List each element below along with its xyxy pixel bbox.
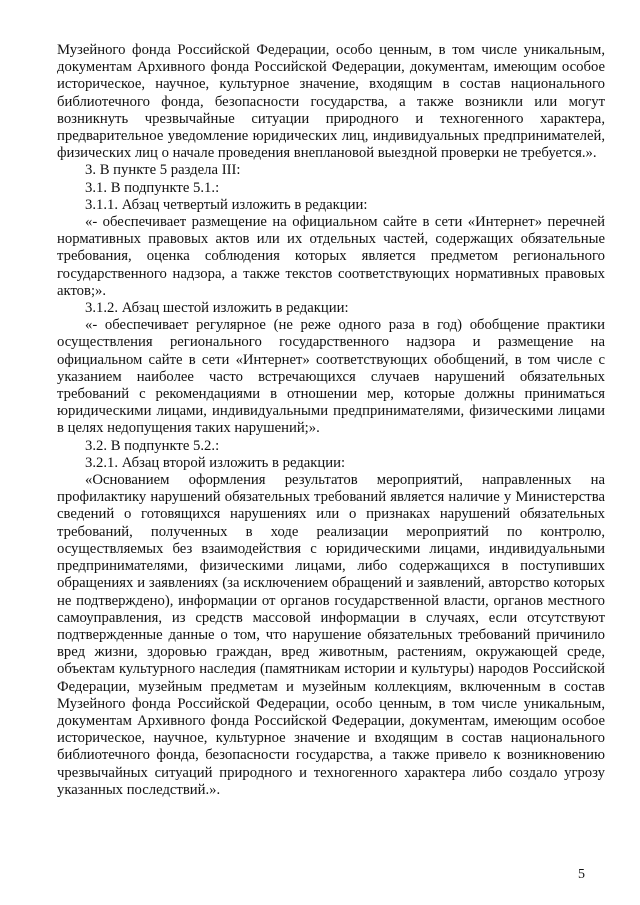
paragraph-item-3-1-2: 3.1.2. Абзац шестой изложить в редакции: [85,300,349,317]
paragraph-item-3: 3. В пункте 5 раздела III: [85,162,241,179]
paragraph-item-3-1-1: 3.1.1. Абзац четвертый изложить в редакции: [85,196,368,213]
paragraph-item-3-1: 3.1. В подпункте 5.1.: [85,179,220,196]
paragraph-continuation: Музейного фонда Российской Федерации, особо ценным, в том числе уникальным, документам Архивного фонда Российской Федерации, документам, имеющим особое историческое, научное, культурное значение, входящим в состав национального библиотечного фонда, безопасности государства, а также возникли или могут возникнуть чрезвычайные ситуации природного и техногенного характера, предварительное уведомление юридических лиц, индивидуальных предпринимателей, физических лиц о начале проведения внеплановой выездной проверки не требуется.». [57,42,605,162]
page-number: 5 [578,867,585,882]
paragraph-quote-3: «Основанием оформления результатов мероприятий, направленных на профилактику нарушений обязательных требований является наличие у Министерства сведений о готовящихся нарушениях или о признаках нарушений обязательных требований, полученных в ходе реализации мероприятий по контролю, осуществляемых без взаимодействия с юридическими лицами, индивидуальными предпринимателями, физическими лицами, либо содержащихся в поступивших обращениях и заявлениях (за исключением обращений и заявлений, авторство которых не подтверждено), информации от органов государственной власти, органов местного самоуправления, из средств массовой информации в случаях, если отсутствуют подтвержденные данные о том, что нарушение обязательных требований причинило вред жизни, здоровью граждан, вред животным, растениям, окружающей среде, объектам культурного наследия (памятникам истории и культуры) народов Российской Федерации, музейным предметам и музейным коллекциям, включенным в состав Музейного фонда Российской Федерации, особо ценным, в том числе уникальным, документам Архивного фонда Российской Федерации, документам, имеющим особое историческое, научное, культурное значение и входящим в состав национального библиотечного фонда, безопасности государства, а также привело к возникновению чрезвычайных ситуаций природного и техногенного характера либо создало угрозу указанных последствий.». [57,472,605,798]
document-body [57,42,605,799]
paragraph-quote-1: «- обеспечивает размещение на официальном сайте в сети «Интернет» перечней нормативных правовых актов или их отдельных частей, содержащих обязательные требования, оценка соблюдения которых является предметом регионального государственного надзора, а также текстов соответствующих нормативных правовых актов;». [57,214,605,299]
paragraph-quote-2: «- обеспечивает регулярное (не реже одного раза в год) обобщение практики осуществления регионального государственного надзора и размещение на официальном сайте в сети «Интернет» соответствующих обобщений, в том числе с указанием наиболее часто встречающихся случаев нарушений обязательных требований с рекомендациями в отношении мер, которые должны приниматься юридическими лицами, индивидуальными предпринимателями, физическими лицами в целях недопущения таких нарушений;». [57,317,605,437]
paragraph-item-3-2: 3.2. В подпункте 5.2.: [85,437,220,454]
paragraph-item-3-2-1: 3.2.1. Абзац второй изложить в редакции: [85,454,346,471]
